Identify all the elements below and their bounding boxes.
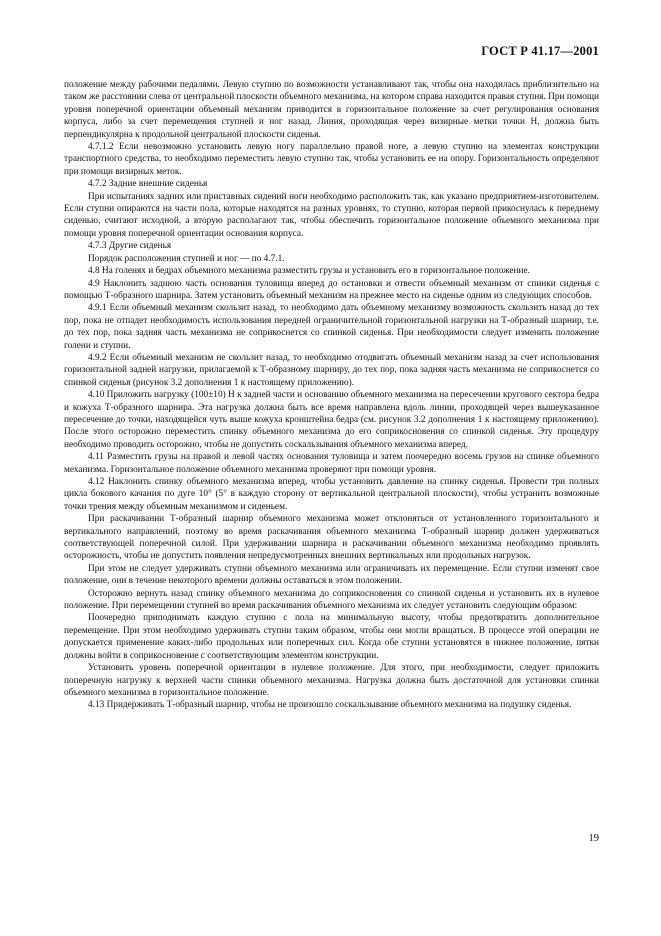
paragraph: При раскачивании Т-образный шарнир объемного механизма может отклоняться от установленного горизонтального и вертикального направлений, поэтому во время раскачивания объемного механизма Т-образный шарнир должен удерживаться соответствующей поперечной силой. При удерживании шарнира и раскачивании объемного механизма необходимо проявлять осторожность, чтобы не допустить появления непредусмотренных внешних вертикальных или продольных нагрузок. [64,514,599,562]
page-number: 19 [588,833,599,844]
page-header: ГОСТ Р 41.17—2001 [481,44,599,58]
paragraph: При испытаниях задних или приставных сидений ноги необходимо расположить так, как указано предприятием-изготовителем. Если ступни опираются на части пола, которые находятся на разных уровнях, то ступню, которая первой прикоснулась к переднему сиденью, считают исходной, а вторую располагают так, чтобы обеспечить горизонтальное положение объемного механизма при помощи уровня поперечной ориентации основания корпуса. [64,191,599,239]
paragraph: 4.7.1.2 Если невозможно установить левую ногу параллельно правой ноге, а левую ступню на элементах конструкции транспортного средства, то необходимо переместить левую ступню так, чтобы установить ее на опору. Горизонтальность определяют при помощи визирных меток. [64,142,599,177]
paragraph: Поочередно приподнимать каждую ступню с пола на минимальную высоту, чтобы предотвратить дополнительное перемещение. При этом необходимо удерживать ступни таким образом, чтобы они могли вращаться. В процессе этой операции не допускается применение каких-либо продольных или поперечных сил. Когда обе ступни установятся в нижнее положение, пятки должны войти в соприкосновение с соответствующим элементом конструкции. [64,613,599,661]
paragraph: 4.13 Придерживать Т-образный шарнир, чтобы не произошло соскальзывание объемного механизма на подушку сиденья. [88,700,572,711]
paragraph: Установить уровень поперечной ориентации в нулевое положение. Для этого, при необходимости, следует приложить поперечную нагрузку к верхней части спинки объемного механизма. Нагрузка должна быть достаточной для установки спинки объемного механизма в горизонтальное положение. [64,663,599,698]
paragraph: 4.9.1 Если объемный механизм скользит назад, то необходимо дать объемному механизму возможность скользить назад до тех пор, пока не отпадет необходимость использования передней ограничительной горизонтальной нагрузки на Т-образный шарнир, т.е. до тех пор, пока задняя часть механизма не соприкоснется со спинкой сиденья. При необходимости следует изменить положение голени и ступни. [64,303,599,351]
document-body [64,79,599,712]
paragraph: При этом не следует удерживать ступни объемного механизма или ограничивать их перемещение. Если ступни изменят свое положение, они в течение некоторого времени должны оставаться в этом положении. [64,563,599,587]
paragraph: 4.9.2 Если объемный механизм не скользит назад, то необходимо отодвигать объемный механизм назад за счет использования горизонтальной задней нагрузки, прилагаемой к Т-образному шарниру, до тех пор, пока задняя часть механизма не соприкоснется со спинкой сиденья (рисунок 3.2 дополнения 1 к настоящему приложению). [64,352,599,388]
section-heading: 4.7.2 Задние внешние сиденья [88,179,208,190]
paragraph: Порядок расположения ступней и ног — по 4.7.1. [88,253,285,264]
section-heading: 4.7.3 Другие сиденья [88,241,172,252]
paragraph: 4.8 На голенях и бедрах объемного механизма разместить грузы и установить его в горизонтальное положение. [88,266,530,277]
paragraph: Осторожно вернуть назад спинку объемного механизма до соприкосновения со спинкой сиденья и установить их в нулевое положение. При перемещении ступней во время раскачивания объемного механизма их следует установить следующим образом: [64,588,599,612]
paragraph: 4.11 Разместить грузы на правой и левой частях основания туловища и затем поочередно восемь грузов на спинке объемного механизма. Горизонтальное положение объемного механизма проверяют при помощи уровня. [64,452,599,475]
paragraph: 4.10 Приложить нагрузку (100±10) Н к задней части и основанию объемного механизма на пересечении кругового сектора бедра и кожуха Т-образного шарнира. Эта нагрузка должна быть все время направлена вдоль линии, проходящей через вышеуказанное пересечение до точки, находящейся чуть выше кожуха кронштейна бедра (см. рисунок 3.2 дополнения 1 к настоящему приложению). После этого осторожно переместить спинку объемного механизма до его соприкосновения со спинкой сиденья. Эту процедуру необходимо проводить осторожно, чтобы не допустить соскальзывания объемного механизма вперед. [64,390,599,450]
paragraph: 4.9 Наклонить заднюю часть основания туловища вперед до остановки и отвести объемный механизм от спинки сиденья с помощью Т-образного шарнира. Затем установить объемный механизм на прежнее место на сиденье одним из следующих способов. [64,278,599,301]
paragraph: положение между рабочими педалями. Левую ступню по возможности устанавливают так, чтобы она находилась приблизительно на таком же расстоянии слева от центральной плоскости объемного механизма, на котором справа находится правая ступня. При помощи уровня поперечной ориентации объемный механизм приводится в горизонтальное положение за счет регулирования основания корпуса, либо за счет перемещения ступней и ног назад. Линия, проходящая через визирные метки точки H, должна быть перпендикулярна к продольной центральной плоскости сиденья. [64,80,599,140]
paragraph: 4.12 Наклонить спинку объемного механизма вперед, чтобы установить давление на спинку сиденья. Провести три полных цикла бокового качания по дуге 10° (5° в каждую сторону от вертикальной центральной плоскости), чтобы устранить возможные точки трения между объемным механизмом и сиденьем. [64,477,599,512]
